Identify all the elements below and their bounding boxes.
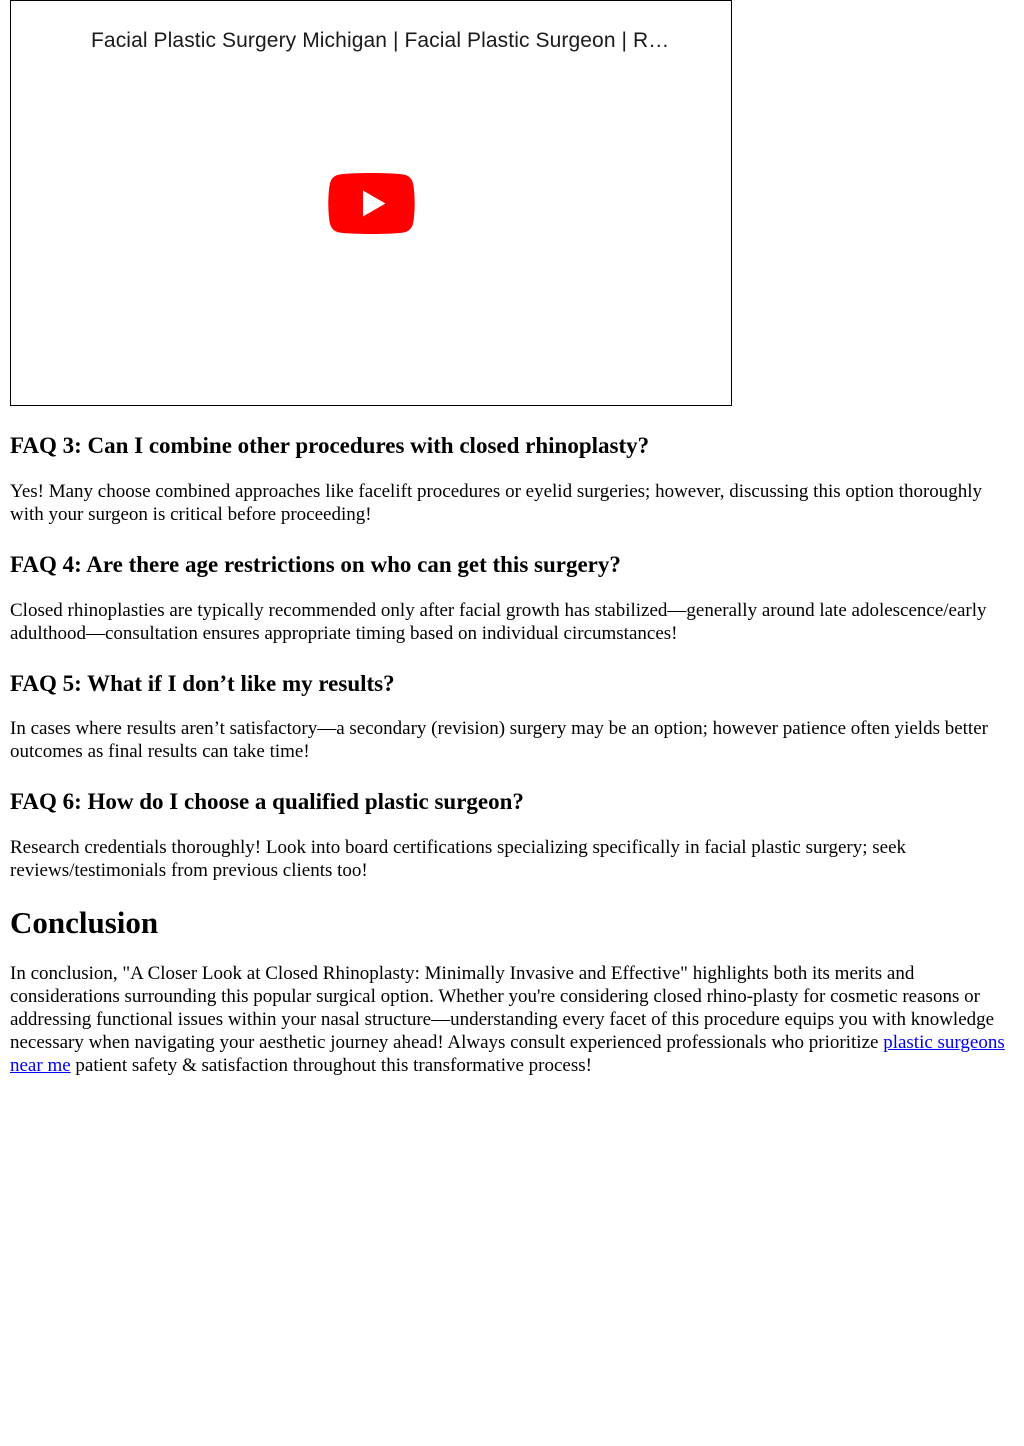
conclusion-paragraph xyxy=(10,962,1010,1077)
video-title[interactable]: Facial Plastic Surgery Michigan | Facial Plastic Surgeon | R… xyxy=(91,29,670,52)
embedded-video[interactable] xyxy=(10,0,732,406)
faq-6-question: FAQ 6: How do I choose a qualified plastic surgeon? xyxy=(10,789,524,814)
faq-4-answer: Closed rhinoplasties are typically recommended only after facial growth has stabilized—generally around late adolescence/early adulthood—consultation ensures appropriate timing based on individual circumstances! xyxy=(10,600,987,644)
faq-6-answer: Research credentials thoroughly! Look into board certifications specializing specifically in facial plastic surgery; seek reviews/testimonials from previous clients too! xyxy=(10,837,907,881)
faq-4-question: FAQ 4: Are there age restrictions on who can get this surgery? xyxy=(10,552,621,577)
youtube-play-icon[interactable] xyxy=(328,173,415,234)
plastic-surgeons-link[interactable]: plastic surgeons near me xyxy=(10,1032,1005,1076)
conclusion-heading: Conclusion xyxy=(10,905,159,940)
article xyxy=(10,0,1010,1077)
faq-3-question: FAQ 3: Can I combine other procedures with closed rhinoplasty? xyxy=(10,433,650,458)
faq-5-answer: In cases where results aren’t satisfactory—a secondary (revision) surgery may be an option; however patience often yields better outcomes as final results can take time! xyxy=(10,718,988,762)
conclusion-text-after-link: patient safety & satisfaction throughout this transformative process! xyxy=(70,1055,592,1076)
faq-3-answer: Yes! Many choose combined approaches like facelift procedures or eyelid surgeries; however, discussing this option thoroughly with your surgeon is critical before proceeding! xyxy=(10,481,983,525)
conclusion-text-before-link: In conclusion, "A Closer Look at Closed Rhinoplasty: Minimally Invasive and Effective" highlights both its merits and considerations surrounding this popular surgical option. Whether you're considering closed rhino-plasty for cosmetic reasons or addressing functional issues within your nasal structure—understanding every facet of this procedure equips you with knowledge necessary when navigating your aesthetic journey ahead! Always consult experienced professionals who prioritize xyxy=(10,963,995,1053)
faq-5-question: FAQ 5: What if I don’t like my results? xyxy=(10,671,395,696)
